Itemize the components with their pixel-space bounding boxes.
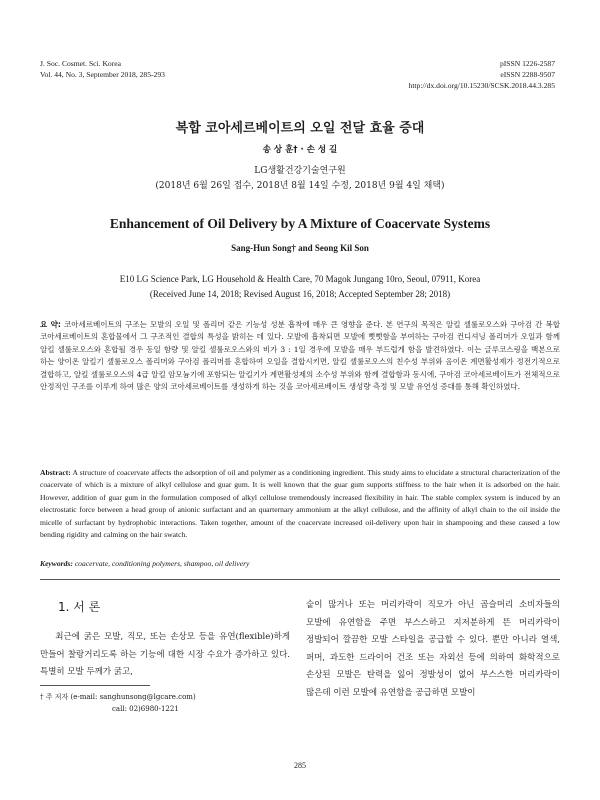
korean-dates: (2018년 6월 26일 접수, 2018년 8월 14일 수정, 2018년 9월 4일 채택) (155, 181, 445, 191)
page-number: 285 (294, 761, 306, 770)
english-dates: (Received June 14, 2018; Revised August 16, 2018; Accepted September 28; 2018) (149, 289, 451, 299)
section-divider (40, 579, 560, 580)
keywords (40, 559, 560, 568)
english-authors: Sang-Hun Song† and Seong Kil Son (231, 243, 369, 253)
footnote (40, 691, 290, 715)
english-abstract-text: A structure of coacervate affects the adsorption of oil and polymer as a conditioning ingredient. This study aims to elucidate a structural characterization of the coacervate of which is a mixture of alkyl cellulose and guar gum. It is well known that the guar gum supports stiffness to the hair when it is adsorbed on the hair. However, addition of guar gum in the formulation composed of alkyl cellulose tremendously increased flexibility in hair. The stable complex system is induced by an electrostatic force between a head group of anionic surfactant and an quarternary ammonium at the alkyl cellulose, and the affinity of alkyl chain to the oil inside the micelle of surfactant by hydrophobic interactions. Taken together, amount of the coacervate increased oil-delivery upon hair in shampooing and these caused a low bending rigidity and calming on the hair swatch. (40, 468, 560, 540)
english-affiliation: E10 LG Science Park, LG Household & Health Care, 70 Magok Jungang 10ro, Seoul, 07911, Korea (119, 274, 481, 284)
footnote-email: † 주 저자 (e-mail: sanghunsong@lgcare.com) (40, 693, 196, 701)
journal-volume: Vol. 44, No. 3, September 2018, 285-293 (40, 70, 165, 79)
korean-affiliation-block (0, 164, 600, 194)
pissn: pISSN 1226-2587 (499, 59, 555, 68)
body-left-column: 최근에 굵은 모발, 직모, 또는 손상모 등을 유연(flexible)하게 만들어 찰랑거리도록 하는 기능에 대한 시장 수요가 증가하고 있다. 특별히 모발 두께가 굵고, (40, 632, 290, 677)
korean-affiliation: LG생활건강기술연구원 (254, 166, 346, 176)
english-title: Enhancement of Oil Delivery by A Mixture of Coacervate Systems (109, 216, 491, 231)
english-abstract-label: Abstract: (40, 468, 71, 477)
korean-title: 복합 코아세르베이트의 오일 전달 효율 증대 (175, 121, 425, 136)
journal-header-right (409, 58, 555, 91)
korean-authors: 송 상 훈† · 손 성 길 (262, 145, 338, 155)
journal-header-left (40, 58, 165, 80)
korean-abstract-label: 요 약: (40, 320, 61, 329)
korean-abstract (40, 319, 560, 393)
journal-name: J. Soc. Cosmet. Sci. Korea (40, 59, 121, 68)
english-abstract (40, 467, 560, 541)
keywords-text: coacervate, conditioning polymers, shampoo, oil delivery (74, 559, 250, 568)
doi-link[interactable]: http://dx.doi.org/10.15230/SCSK.2018.44.3.285 (408, 81, 555, 90)
footnote-phone: call: 02)6980-1221 (112, 705, 179, 713)
korean-abstract-text: 코아세르베이트의 구조는 모발의 오일 및 폴리머 같은 기능성 성분 흡착에 매우 큰 영향을 준다. 본 연구의 목적은 알킬 셀룰로오스와 구아검 간 복합 코아세르베이트의 혼합물에서 그 구조적인 결합의 특성을 밝히는 데 있다. 모발에 흡착되면 모발에 뻣뻣함을 부여하는 구아검 컨디셔닝 폴리머가 오일과 함께 알킬 셀룰로오스와 혼합될 경우 동일 함량 및 알킬 셀룰로오스와의 비가 3 : 1일 경우에 모발을 매우 부드럽게 함을 발견하였다. 이는 글루코스링을 백본으로 하는 양이온 알킬기 셀룰로오스 폴리머와 구아검 폴리머를 혼합하여 오일을 결합시키면, 알킬 셀룰로오스의 친수성 부위와 음이온 계면활성제가 정전기적으로 결합하고, 알킬 셀룰로오스의 4급 알킬 암모늄기에 포함되는 알킬기가 계면활성제의 소수성 부위와 함께 결합함과 동시에, 구아검 코아세르베이트가 전체적으로 안정적인 구조를 이루게 하여 많은 양의 코아세르베이트를 생성하게 하는 것을 코아세르베이트 생성량 측정 및 모발 유연성 증대를 통해 확인하였다. (40, 320, 560, 392)
body-right-column: 숱이 많거나 또는 머리카락이 직모가 아닌 곱슬머리 소비자들의 모발에 유연함을 주면 부스스하고 지저분하게 뜬 머리카락이 정발되어 깔끔한 모발 스타일을 공급할 수 있다. 뿐만 아니라 열색, 퍼머, 과도한 드라이어 건조 또는 자외선 등에 의하여 화학적으로 손상된 모발은 탄력을 잃어 정발성이 없어 부스스한 머리카락이 많은데 이런 모발에 유연함을 공급하면 모발이 (306, 600, 560, 698)
footnote-divider (40, 685, 150, 686)
section-heading: 1. 서 론 (58, 600, 101, 614)
keywords-label: Keywords: (40, 559, 73, 568)
eissn: eISSN 2288-9507 (500, 70, 555, 79)
english-affiliation-block (0, 272, 600, 302)
